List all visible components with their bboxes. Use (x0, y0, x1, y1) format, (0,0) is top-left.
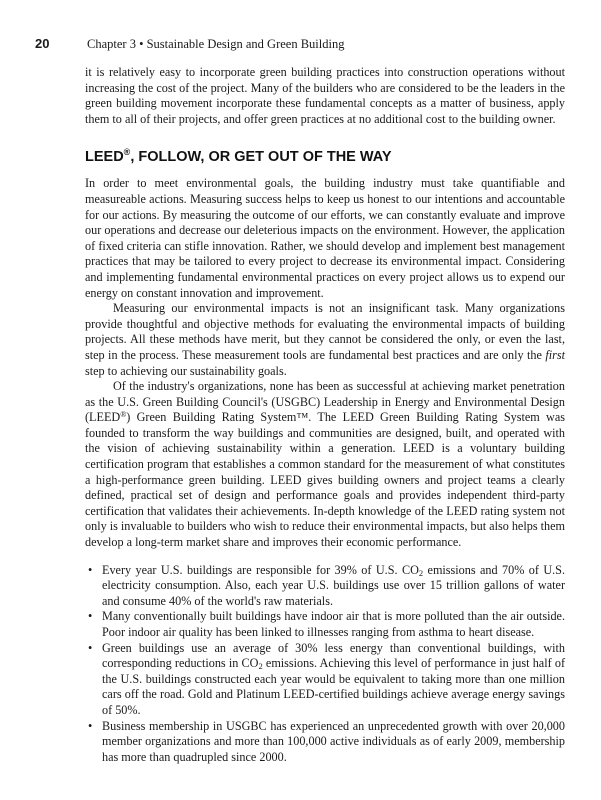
paragraph-3-registered-mark: ® (120, 410, 127, 420)
running-head: Chapter 3 • Sustainable Design and Green Building (87, 37, 345, 51)
page-header (35, 36, 565, 56)
section-heading (85, 144, 565, 166)
list-item (85, 719, 565, 766)
list-item (85, 609, 565, 640)
paragraph-2-emphasis: first (545, 347, 565, 362)
bullet-icon: • (88, 562, 93, 577)
paragraph-3-text-b: ) Green Building Rating System™. The LEED Green Building Rating System was founded to transform the way buildings and communities are designed, built, and operated with the vision of achieving sustainability within a generation. LEED is a voluntary building certification program that establishes a common standard for the measurement of what constitutes a high-performance green building. LEED gives building owners and project teams a clearly defined, practical set of design and performance goals and provides independent third-party certification that validates their achievements. In-depth knowledge of the LEED rating system not only is invaluable to builders who wish to reduce their environmental impacts, but also helps them develop a long-term market share and improves their economic performance. (85, 410, 565, 550)
paragraph-3-text-a: Of the industry's organizations, none has been as successful at achieving market penetration as the U.S. Green Building Council's (USGBC) Leadership in Energy and Environmental Design (LEED (85, 379, 565, 425)
paragraph-1: In order to meet environmental goals, the building industry must take quantifiable and measureable actions. Measuring success helps to keep us honest to our intentions and accountable for our actions. By measuring the outcome of our efforts, we can constantly evaluate and improve our operations and decrease our deleterious impacts on the environment. However, the application of fixed criteria can stifle innovation. Rather, we should develop and implement best management practices that may be tailored to every project to decrease its environmental impact. Considering and implementing fundamental environmental practices on every project allows us to expend our energy on constant innovation and improvement. (85, 176, 565, 300)
heading-rest: , FOLLOW, OR GET OUT OF THE WAY (130, 149, 392, 166)
list-item (85, 641, 565, 719)
bullet-icon: • (88, 718, 93, 733)
bullet-icon: • (88, 609, 93, 624)
paragraph-2-text-b: step to achieving our sustainability goals. (85, 363, 287, 378)
list-item-text-b: emissions. Achieving this level of performance in just half of the U.S. buildings constructed each year would be equivalent to taking more than one million cars off the road. Gold and Platinum LEED-certified buildings achieve average energy savings of 50%. (102, 656, 565, 717)
heading-leed: LEED (85, 149, 124, 166)
intro-paragraph: it is relatively easy to incorporate green building practices into construction operations without increasing the cost of the project. Many of the builders who are considered to be the leaders in the green building movement incorporate these fundamental concepts as a matter of business, apply them to all of their projects, and offer green practices at no additional cost to the building owner. (85, 65, 565, 126)
list-item-text-a: Green buildings use an average of 30% less energy than conventional buildings, with corresponding reductions in CO (102, 640, 565, 671)
heading-registered-mark: ® (123, 147, 131, 158)
paragraph-2-text-a: Measuring our environmental impacts is not an insignificant task. Many organizations provide thoughtful and objective methods for evaluating the environmental impacts of building projects. All these methods have merit, but they cannot be considered the only, or even the last, step in the process. These measurement tools are fundamental best practices and are only the (85, 301, 565, 362)
subscript: 2 (258, 661, 263, 672)
subscript: 2 (418, 567, 424, 578)
fact-list (85, 563, 565, 766)
paragraph-3 (85, 379, 565, 551)
list-item-text: Many conventionally built buildings have indoor air that is more polluted than the air outside. Poor indoor air quality has been linked to illnesses ranging from asthma to heart disease. (102, 609, 565, 639)
bullet-icon: • (88, 640, 93, 655)
page-body (85, 65, 565, 765)
list-item-text-b: emissions and 70% of U.S. electricity consumption. Also, each year U.S. buildings use over 15 trillion gallons of water and consume 40% of the world's raw materials. (102, 562, 565, 608)
page-number: 20 (35, 36, 50, 51)
list-item-text: Business membership in USGBC has experienced an unprecedented growth with over 20,000 member organizations and more than 100,000 active individuals as of early 2009, membership has more than quadrupled since 2000. (102, 718, 565, 764)
list-item-text-a: Every year U.S. buildings are responsible for 39% of U.S. CO (102, 562, 419, 577)
paragraph-2 (85, 301, 565, 379)
list-item (85, 563, 565, 610)
